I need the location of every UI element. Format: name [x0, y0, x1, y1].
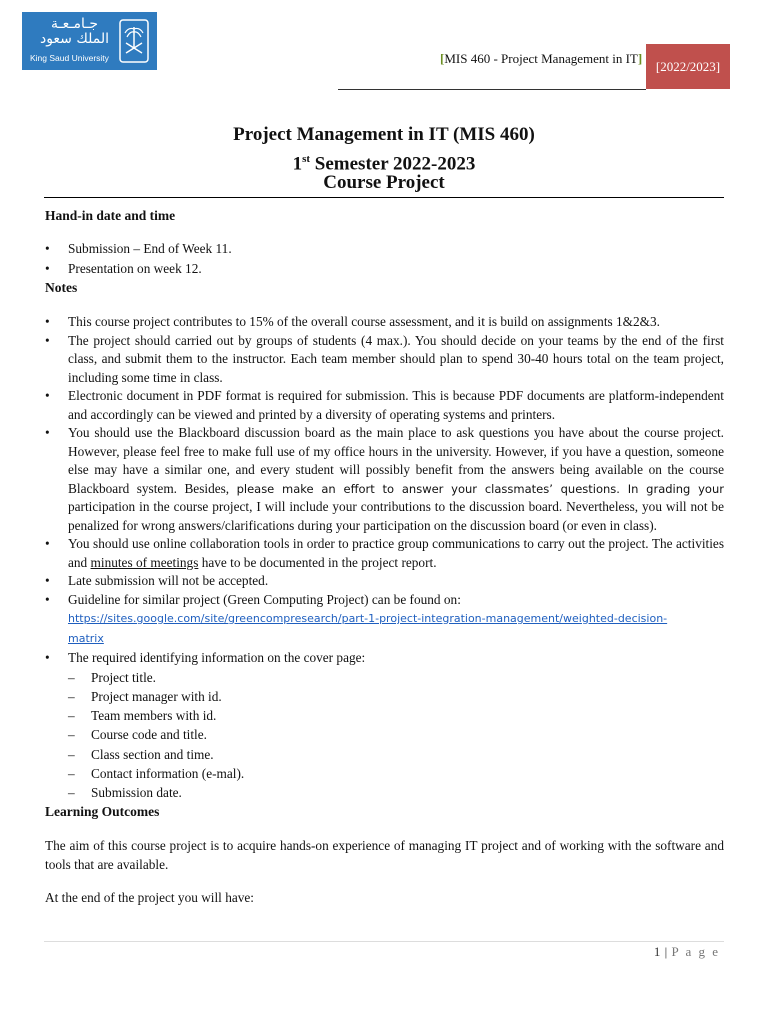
list-item: • Electronic document in PDF format is required for submission. This is because PDF documents are platform-independent and accordingly can be viewed and printed by a diversity of operating systems and printers. [45, 387, 724, 424]
list-item: • Presentation on week 12. [45, 260, 724, 279]
bracket-close: ] [637, 51, 643, 66]
list-item [45, 591, 724, 650]
list-item [45, 535, 724, 572]
heading-handin: Hand-in date and time [45, 208, 176, 223]
page-footer [654, 944, 720, 960]
page-word: P a g e [671, 944, 720, 959]
page-number: 1 [653, 944, 661, 959]
guideline-link-cont[interactable]: matrix [68, 632, 104, 645]
logo-arabic-line2: الملك سعود [39, 31, 110, 47]
header-course-label [440, 51, 642, 67]
list-item [45, 649, 724, 803]
semester-text: Semester 2022-2023 [310, 153, 476, 175]
bracket-open: [ [440, 51, 445, 66]
list-item [45, 424, 724, 535]
list-item: • The project should carried out by groups of students (4 max.). You should decide on your teams by the end of the first class, and submit them to the instructor. Each team member should plan to spend 30-40 hours total on the team project, including some time in class. [45, 332, 724, 388]
header-divider [338, 89, 646, 90]
note-text: participation in the course project, I will include your contributions to the discussion board. Nevertheless, you will not be penalized for wrong answers/clarifications during your participation on the discussion board (or even in class). [68, 499, 724, 533]
cover-item: – Contact information (e-mal). [68, 764, 724, 783]
note-emphasis: please make an effort to answer your classmates’ questions. [236, 481, 620, 496]
page-separator: | [660, 944, 672, 959]
semester-suffix: st [302, 153, 311, 165]
cover-info-list [68, 668, 724, 803]
heading-learning-outcomes: Learning Outcomes [45, 803, 160, 819]
list-item: • This course project contributes to 15% of the overall course assessment, and it is build on assignments 1&2&3. [45, 313, 724, 332]
cover-item: – Submission date. [68, 783, 724, 802]
note-text: The required identifying information on the cover page: [68, 650, 366, 665]
logo-arabic-line1: جـامـعـة [51, 16, 98, 32]
cover-item: – Project title. [68, 668, 724, 687]
note-text: You should use the Blackboard discussion board as the main place to ask questions you have about the course project. However, please feel free to make full use of my office hours in the university. However, if you have a question, someone else may have a similar one, and every student will possibly benefit from the answers being available on the course Blackboard system. Besides, [68, 425, 724, 496]
guideline-link[interactable]: https://sites.google.com/site/greencompresearch/part-1-project-integration-management/weighted-decision- [68, 612, 668, 625]
cover-item: – Course code and title. [68, 725, 724, 744]
title-divider [44, 197, 724, 198]
notes-list [45, 313, 724, 803]
course-name: MIS 460 - Project Management in IT [444, 51, 638, 66]
cover-item: – Project manager with id. [68, 687, 724, 706]
document-body [45, 205, 724, 908]
doc-title-line1: Project Management in IT (MIS 460) [233, 124, 535, 145]
footer-divider [44, 941, 724, 942]
header-year-badge: [2022/2023] [646, 44, 730, 89]
list-item: • Submission – End of Week 11. [45, 240, 724, 259]
doc-title-line3: Course Project [323, 172, 445, 193]
list-item: • Late submission will not be accepted. [45, 572, 724, 591]
outcomes-paragraph: The aim of this course project is to acquire hands-on experience of managing IT project and of working with the software and tools that are available. [45, 838, 724, 872]
note-text: You should use online collaboration tools in order to practice group communications to carry out the project. The activities and [68, 536, 724, 570]
semester-number: 1 [292, 153, 303, 175]
logo-english: King Saud University [30, 53, 109, 63]
heading-notes: Notes [45, 279, 78, 295]
note-text: Guideline for similar project (Green Computing Project) can be found on: [68, 591, 461, 607]
university-logo [22, 12, 157, 70]
logo-arabic [32, 17, 117, 47]
cover-item: – Team members with id. [68, 706, 724, 725]
cover-item: – Class section and time. [68, 745, 724, 764]
note-text: have to be documented in the project report. [198, 554, 437, 570]
handin-list [45, 240, 724, 279]
palm-swords-emblem-icon [119, 19, 149, 63]
note-underlined: minutes of meetings [90, 554, 199, 570]
note-emphasis: In grading your [619, 481, 724, 496]
outcomes-paragraph: At the end of the project you will have: [45, 890, 254, 906]
